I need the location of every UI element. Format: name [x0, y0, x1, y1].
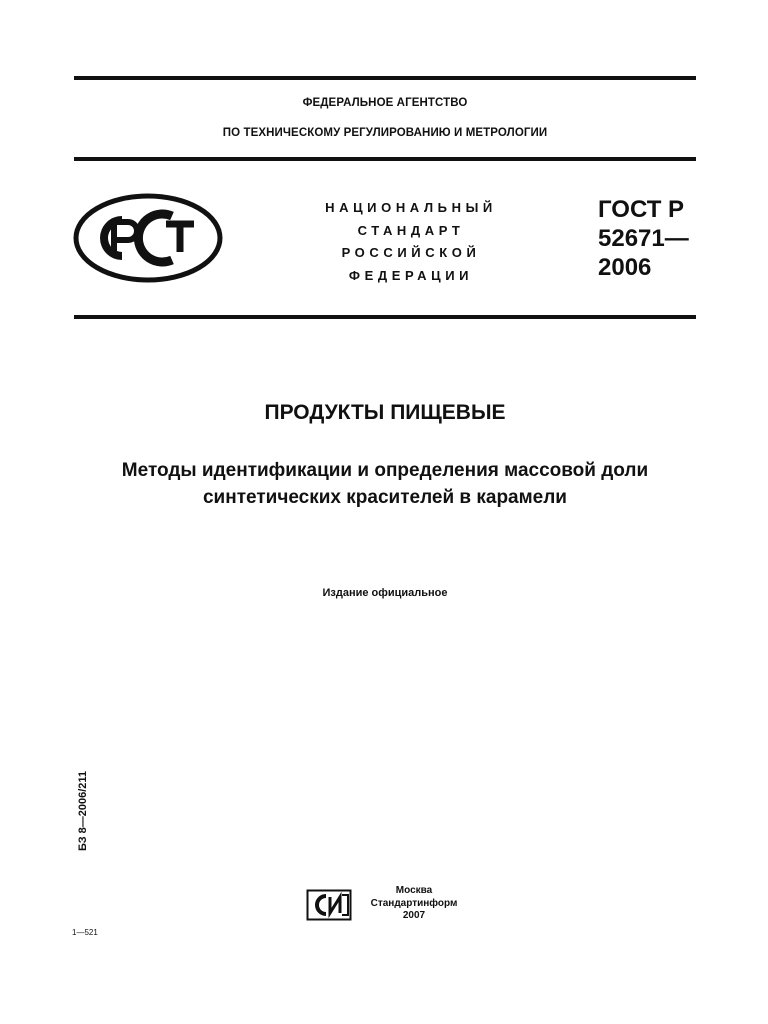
top-rule [74, 76, 696, 80]
standard-code-line: ГОСТ Р [598, 196, 685, 223]
publisher-block [356, 885, 472, 923]
publisher-year: 2007 [402, 910, 426, 921]
edition-note: Издание официальное [322, 587, 448, 599]
header-bottom-rule [74, 157, 696, 161]
standard-type-line: СТАНДАРТ [357, 222, 465, 238]
document-title: ПРОДУКТЫ ПИЩЕВЫЕ [264, 401, 506, 424]
standard-code [598, 195, 689, 282]
standard-code-line: 2006 [598, 254, 652, 281]
standard-code-line: 52671— [598, 225, 689, 252]
subtitle-line-1: Методы идентификации и определения массовой доли [121, 460, 649, 481]
rst-certification-mark-icon [72, 192, 224, 284]
standartinform-logo-icon [306, 889, 352, 921]
standard-type-line: НАЦИОНАЛЬНЫЙ [325, 200, 497, 215]
side-catalog-code: БЗ 8—2006/211 [77, 770, 89, 852]
standard-block-rule [74, 315, 696, 319]
subtitle-line-2: синтетических красителей в карамели [202, 487, 567, 508]
document-subtitle [60, 457, 710, 511]
national-standard-label [300, 197, 522, 287]
publisher-name: Стандартинформ [370, 897, 458, 909]
print-code: 1—521 [72, 928, 98, 937]
standard-type-line: ФЕДЕРАЦИИ [348, 267, 474, 283]
standard-type-line: РОССИЙСКОЙ [341, 245, 481, 260]
agency-line-1: ФЕДЕРАЛЬНОЕ АГЕНТСТВО [302, 97, 468, 109]
agency-line-2: ПО ТЕХНИЧЕСКОМУ РЕГУЛИРОВАНИЮ И МЕТРОЛОГИИ [222, 127, 548, 139]
publisher-city: Москва [395, 885, 433, 896]
